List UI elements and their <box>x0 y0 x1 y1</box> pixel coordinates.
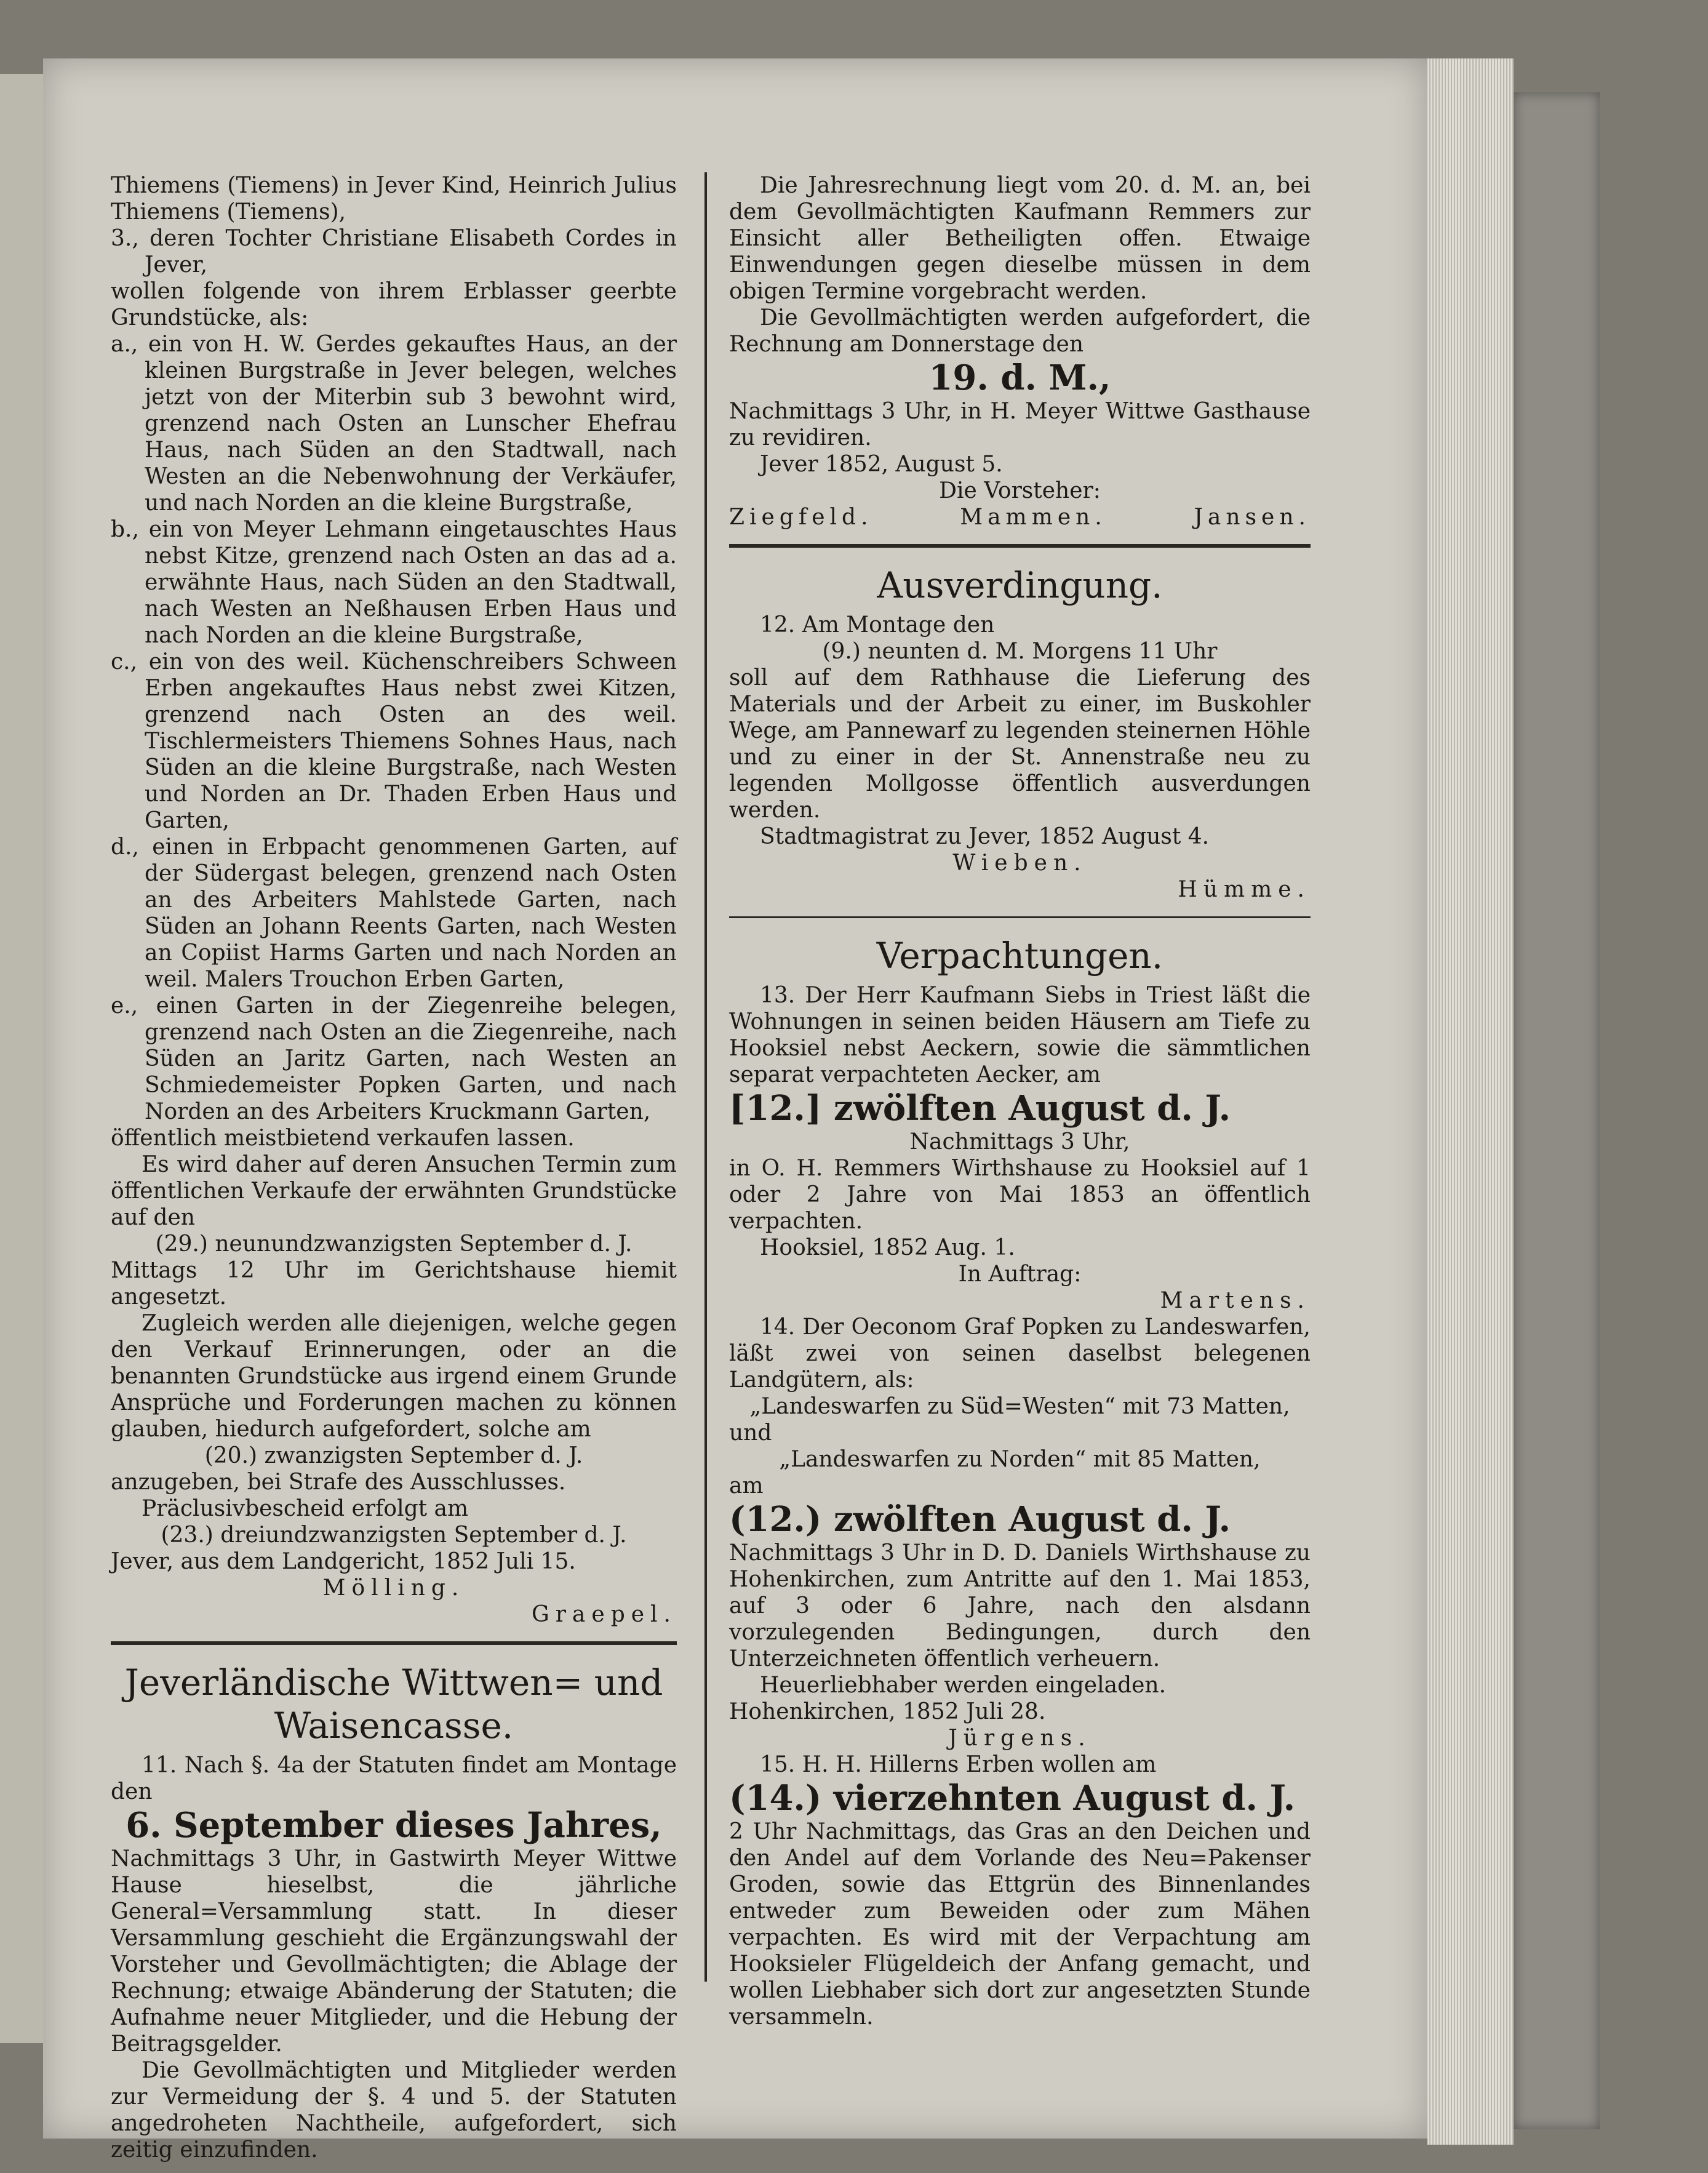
section-heading-wittwen: Jeverländische Wittwen= und Waisencasse. <box>124 1662 663 1747</box>
item-a: a., ein von H. W. Gerdes gekauftes Haus, an der kleinen Burgstraße in Jever belegen, welches jetzt von der Miterbin sub 3 bewohnt wird, grenzend nach Osten an Lunscher Ehefrau Haus, nach Süden an den Stadtwall, nach Westen an die Nebenwohnung der Verkäufer, und nach Norden an die kleine Burgstraße, <box>111 332 677 516</box>
date-1: (29.) neunundzwanzigsten September d. J. <box>155 1231 633 1257</box>
item-b: b., ein von Meyer Lehmann eingetauschtes Haus nebst Kitze, grenzend nach Osten an das ad a. erwähnte Haus, nach Süden an den Stadtwall, nach Westen an Neßhausen Erben Haus und nach Norden an die kleine Burgstraße, <box>111 517 677 648</box>
paragraph-12: 12. Am Montage den <box>760 612 995 638</box>
paragraph-versammlung: Nachmittags 3 Uhr, in Gastwirth Meyer Wittwe Hause hieselbst, die jährliche General=Versammlung statt. In dieser Versammlung geschieht die Ergänzungswahl der Vorsteher und Gevollmächtigten; die Ablage der Rechnung; etwaige Abänderung der Statuten; die Aufnahme neuer Mitglieder, und die Hebung der Beitragsgelder. <box>111 1846 677 2057</box>
paragraph-13: 13. Der Herr Kaufmann Siebs in Triest läßt die Wohnungen in seinen beiden Häusern am Tiefe zu Hooksiel nebst Aeckern, sowie die sämmtlichen separat verpachteten Aecker, am <box>729 983 1311 1087</box>
place-date-14: Hohenkirchen, 1852 Juli 28. <box>729 1699 1046 1724</box>
section-rule <box>111 1641 677 1645</box>
estate-2: „Landeswarfen zu Norden“ mit 85 Matten, <box>779 1447 1261 1472</box>
paragraph-14-c: Heuerliebhaber werden eingeladen. <box>760 1673 1167 1698</box>
item-c: c., ein von des weil. Küchenschreibers Schween Erben angekauftes Haus nebst zwei Kitzen, grenzend nach Osten an des weil. Tischlermeisters Thiemens Sohnes Haus, nach Süden an die kleine Burgstraße, nach Westen und Norden an Dr. Thaden Erben Haus und Garten, <box>111 649 677 833</box>
paragraph-claims-b: anzugeben, bei Strafe des Ausschlusses. <box>111 1470 566 1495</box>
date-big-14: (12.) zwölften August d. J. <box>729 1499 1231 1540</box>
item-d: d., einen in Erbpacht genommenen Garten, auf der Südergast belegen, grenzend nach Osten an des Arbeiters Mahlstede Garten, nach Süden an Johann Reents Garten, nach Westen an Copiist Harms Garten und nach Norden an weil. Malers Trouchon Erben Garten, <box>111 834 677 992</box>
und-word: und <box>729 1420 772 1446</box>
paragraph-11: 11. Nach §. 4a der Statuten findet am Montage den <box>111 1753 677 1804</box>
section-heading-verpachtungen: Verpachtungen. <box>876 935 1163 977</box>
am-word: am <box>729 1473 764 1499</box>
date-big-15: (14.) vierzehnten August d. J. <box>729 1778 1296 1819</box>
vorsteher-signatures <box>729 504 1311 530</box>
place-date-jever: Jever 1852, August 5. <box>760 452 1003 477</box>
place-date-left: Jever, aus dem Landgericht, 1852 Juli 15. <box>111 1549 576 1574</box>
paragraph-14: 14. Der Oeconom Graf Popken zu Landeswarfen, läßt zwei von seinen daselbst belegenen Landgütern, als: <box>729 1315 1311 1393</box>
right-column <box>729 172 1311 2030</box>
paragraph-termin-b: Mittags 12 Uhr im Gerichtshause hiemit angesetzt. <box>111 1258 677 1310</box>
estate-1: „Landeswarfen zu Süd=Westen“ mit 73 Matten, <box>749 1394 1290 1419</box>
paragraph-jahresrechnung: Die Jahresrechnung liegt vom 20. d. M. an, bei dem Gevollmächtigten Kaufmann Remmers zur Einsicht aller Betheiligten offen. Etwaige Einwendungen gegen dieselbe müssen in dem obigen Termine vorgebracht werden. <box>729 173 1311 304</box>
section-rule <box>729 916 1311 918</box>
previous-page-edge <box>0 74 43 2043</box>
signature-ziegfeld: Ziegfeld. <box>729 505 873 530</box>
date-big-13: [12.] zwölften August d. J. <box>729 1088 1231 1129</box>
signature-jansen: Jansen. <box>1194 505 1311 530</box>
paragraph-revision-b: Nachmittags 3 Uhr, in H. Meyer Wittwe Gasthause zu revidiren. <box>729 399 1311 450</box>
time-13: Nachmittags 3 Uhr, <box>909 1129 1130 1155</box>
paragraph-12-body: soll auf dem Rathhause die Lieferung des Materials und der Arbeit zu einer, im Buskohler Wege, am Pannewarf zu legenden steinernen Höhle und zu einer in der St. Annenstraße neu zu legenden Mollgosse öffentlich ausverdungen werden. <box>729 665 1311 823</box>
paragraph-15-body: 2 Uhr Nachmittags, das Gras an den Deichen und den Andel auf dem Vorlande des Neu=Pakenser Groden, sowie das Ettgrün des Binnenlandes entweder zum Beweiden oder zum Mähen verpachten. Es wird mit der Verpachtung am Hooksieler Flügeldeich der Anfang gemacht, und wollen Liebhaber sich dort zur angesetzten Stunde versammeln. <box>729 1819 1311 2030</box>
paragraph-15: 15. H. H. Hillerns Erben wollen am <box>760 1752 1157 1777</box>
signature-graepel: Graepel. <box>531 1602 677 1627</box>
intro-line-3: wollen folgende von ihrem Erblasser geerbte Grundstücke, als: <box>111 279 677 330</box>
page-edges <box>1427 58 1514 2145</box>
vorsteher-label: Die Vorsteher: <box>939 478 1101 503</box>
date-12: (9.) neunten d. M. Morgens 11 Uhr <box>822 639 1218 664</box>
signature-wieben: Wieben. <box>952 850 1087 876</box>
book-cover <box>1514 92 1600 2129</box>
paragraph-gevollmaechtigte: Die Gevollmächtigten und Mitglieder werden zur Vermeidung der §. 4 und 5. der Statuten angedroheten Nachtheile, aufgefordert, sich zeitig einzufinden. <box>111 2058 677 2163</box>
item-e: e., einen Garten in der Ziegenreihe belegen, grenzend nach Osten an die Ziegenreihe, nach Süden an Jaritz Garten, nach Westen an Schmiedemeister Popken Garten, und nach Norden an des Arbeiters Kruckmann Garten, <box>111 993 677 1124</box>
intro-line-2: 3., deren Tochter Christiane Elisabeth Cordes in Jever, <box>111 226 677 278</box>
paragraph-claims: Zugleich werden alle diejenigen, welche gegen den Verkauf Erinnerungen, oder an die benannten Grundstücke aus irgend einem Grunde Ansprüche und Forderungen machen zu können glauben, hiedurch aufgefordert, solche am <box>111 1311 677 1442</box>
column-divider <box>704 172 707 1982</box>
sell-line: öffentlich meistbietend verkaufen lassen. <box>111 1126 575 1151</box>
place-date-13: Hooksiel, 1852 Aug. 1. <box>760 1235 1015 1260</box>
signature-moelling: Mölling. <box>322 1575 465 1601</box>
section-rule <box>729 544 1311 548</box>
intro-line-1: Thiemens (Tiemens) in Jever Kind, Heinrich Julius Thiemens (Tiemens), <box>111 173 677 225</box>
signature-juergens: Jürgens. <box>948 1726 1091 1751</box>
paragraph-13-b: in O. H. Remmers Wirthshause zu Hooksiel auf 1 oder 2 Jahre von Mai 1853 an öffentlich verpachten. <box>729 1156 1311 1234</box>
date-big-19: 19. d. M., <box>928 358 1111 398</box>
paragraph-14-b: Nachmittags 3 Uhr in D. D. Daniels Wirthshause zu Hohenkirchen, zum Antritte auf den 1. Mai 1853, auf 3 oder 6 Jahre, nach den alsdann vorzulegenden Bedingungen, durch den Unterzeichneten öffentlich verheuern. <box>729 1540 1311 1671</box>
left-column <box>111 172 677 2163</box>
signature-martens: Martens. <box>1160 1288 1311 1313</box>
date-big-september: 6. September dieses Jahres, <box>126 1805 662 1846</box>
place-date-12: Stadtmagistrat zu Jever, 1852 August 4. <box>760 824 1210 849</box>
paragraph-termin: Es wird daher auf deren Ansuchen Termin zum öffentlichen Verkaufe der erwähnten Grundstücke auf den <box>111 1152 677 1230</box>
auftrag-label: In Auftrag: <box>958 1262 1082 1287</box>
paragraph-revision: Die Gevollmächtigten werden aufgefordert, die Rechnung am Donnerstage den <box>729 305 1311 357</box>
signature-huemme: Hümme. <box>1178 877 1311 902</box>
section-heading-ausverdingung: Ausverdingung. <box>877 564 1163 606</box>
date-2: (20.) zwanzigsten September d. J. <box>204 1443 583 1468</box>
date-3: (23.) dreiundzwanzigsten September d. J. <box>161 1523 627 1548</box>
signature-mammen: Mammen. <box>960 505 1107 530</box>
paragraph-preclusive: Präclusivbescheid erfolgt am <box>142 1496 469 1521</box>
